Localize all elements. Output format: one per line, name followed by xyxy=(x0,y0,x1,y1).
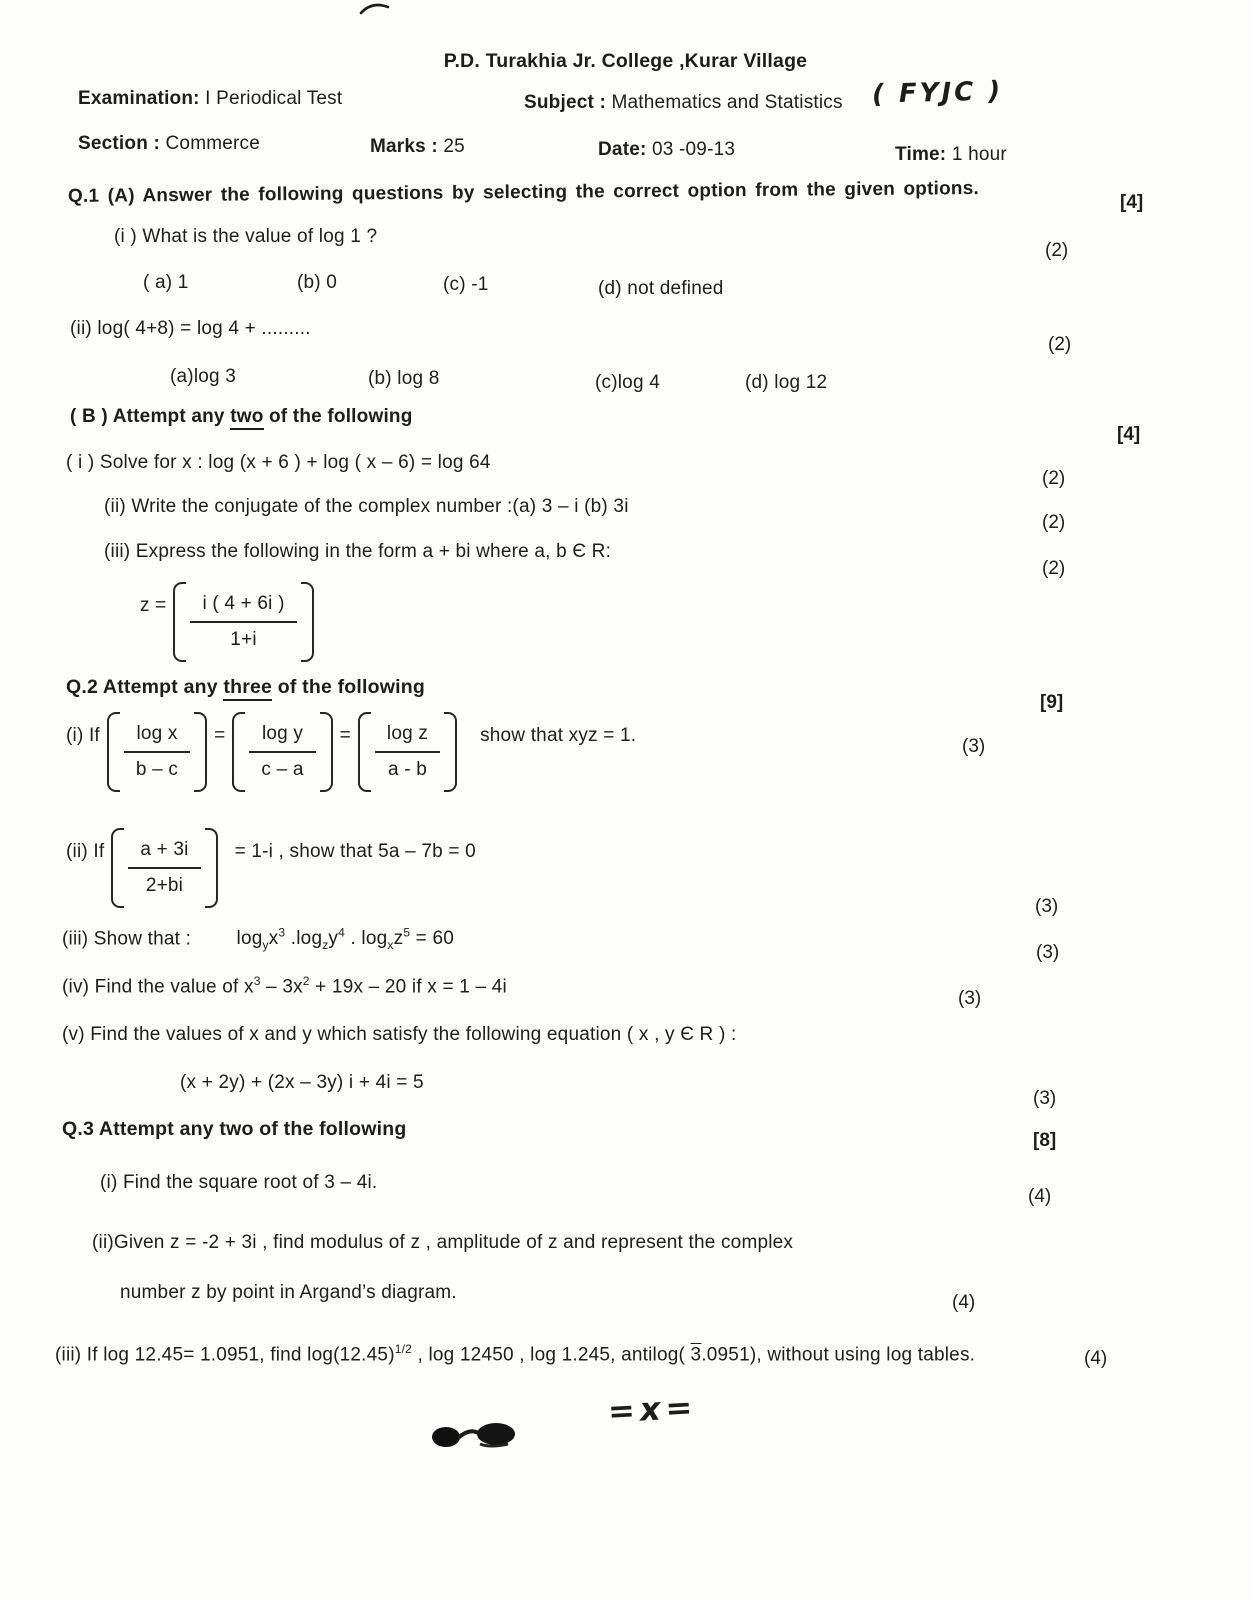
fraction-denominator: 2+bi xyxy=(128,867,200,899)
date-line xyxy=(598,139,735,161)
section-line xyxy=(78,133,260,155)
q1a-i-marks: (2) xyxy=(1045,240,1069,261)
fyjc-note: ( FYJC ) xyxy=(871,76,1004,110)
left-bracket xyxy=(111,828,124,908)
fraction-2 xyxy=(232,712,332,792)
q3-iii-marks: (4) xyxy=(1084,1348,1108,1369)
option-c: (c)log 4 xyxy=(595,372,660,393)
subject-value: Mathematics and Statistics xyxy=(606,92,843,113)
fraction-numerator: i ( 4 + 6i ) xyxy=(202,593,285,614)
q2-iii-label: (iii) Show that : xyxy=(62,928,192,950)
right-bracket xyxy=(320,712,333,792)
time-value: 1 hour xyxy=(946,144,1007,165)
q1a-i-question: (i ) What is the value of log 1 ? xyxy=(114,226,378,247)
ink-blob xyxy=(430,1418,525,1455)
q1b-heading xyxy=(70,406,413,428)
q1a-ii-question: (ii) log( 4+8) = log 4 + ......... xyxy=(70,318,311,339)
option-b: (b) 0 xyxy=(297,272,338,293)
fraction xyxy=(111,828,217,908)
examination-value: I Periodical Test xyxy=(199,88,343,109)
expression-prefix: z = xyxy=(140,595,167,616)
q2-iv-question: (iv) Find the value of $x^3 - 3x^2 + 19x - 20$ if x = 1 – 4i xyxy=(62,974,507,998)
q2-i-prefix: (i) If xyxy=(66,725,100,746)
equals-sign: = xyxy=(339,725,351,746)
q3-iii-question: (iii) If log 12.45= 1.0951, find $\log(12.45)^{1/2}$ , log 12450 , log 1.245, antilog( 3.0951), without using log tables. xyxy=(55,1342,976,1366)
q2-v-question-line1: (v) Find the values of x and y which satisfy the following equation ( x , y Є R ) : xyxy=(62,1024,737,1045)
date-label: Date: xyxy=(598,139,647,160)
fraction-numerator: log y xyxy=(261,723,304,744)
q2-v-marks: (3) xyxy=(1033,1088,1057,1109)
left-bracket xyxy=(173,582,186,662)
section-label: Section : xyxy=(78,133,161,154)
q2-ii-question xyxy=(66,828,476,908)
examination-label: Examination: xyxy=(78,88,200,109)
fraction-denominator: b – c xyxy=(124,751,190,783)
q2-ii-prefix: (ii) If xyxy=(66,841,105,862)
subject-line xyxy=(524,92,843,114)
marks-label: Marks : xyxy=(370,136,438,157)
q2-heading-pre: Q.2 Attempt any xyxy=(66,676,224,698)
q1b-ii-marks: (2) xyxy=(1042,512,1066,533)
q2-ii-marks: (3) xyxy=(1035,896,1059,917)
time-label: Time: xyxy=(895,144,947,165)
q1b-marks: [4] xyxy=(1117,424,1141,445)
section-value: Commerce xyxy=(160,133,261,154)
q3-heading: Q.3 Attempt any two of the following xyxy=(62,1118,407,1140)
equals-sign: = xyxy=(214,725,226,746)
q2-heading-underlined: three xyxy=(223,676,272,701)
date-value: 03 -09-13 xyxy=(646,139,736,160)
q1a-heading: Q.1 (A) Answer the following questions by selecting the correct option from the given options. xyxy=(67,178,980,207)
q1b-iii-marks: (2) xyxy=(1042,558,1066,579)
q3-ii-question-line1: (ii)Given z = -2 + 3i , find modulus of z , amplitude of z and represent the complex xyxy=(92,1232,794,1253)
right-bracket xyxy=(194,712,207,792)
q2-i-question xyxy=(66,712,636,792)
left-bracket xyxy=(107,712,120,792)
fraction-numerator: log x xyxy=(136,723,178,744)
q2-i-marks: (3) xyxy=(962,736,986,757)
fraction-1 xyxy=(107,712,207,792)
examination-line xyxy=(78,88,342,110)
q1b-iii-question: (iii) Express the following in the form a + bi where a, b Є R: xyxy=(104,541,612,562)
q2-v-question-line2: (x + 2y) + (2x – 3y) i + 4i = 5 xyxy=(180,1072,424,1093)
q2-heading xyxy=(66,676,425,699)
q1b-heading-post: of the following xyxy=(263,406,413,427)
q3-ii-question-line2: number z by point in Argand’s diagram. xyxy=(120,1282,457,1303)
marks-value: 25 xyxy=(437,136,465,157)
q2-iv-marks: (3) xyxy=(958,988,982,1009)
q1b-ii-question: (ii) Write the conjugate of the complex number :(a) 3 – i (b) 3i xyxy=(104,496,629,517)
q3-ii-marks: (4) xyxy=(952,1292,976,1313)
stray-pen-mark xyxy=(358,0,392,21)
q2-iii-expression: $\log_yx^3$ $.\log_zy^4$ . $\log_xz^5 = 60$ xyxy=(236,926,454,953)
q1b-heading-underlined: two xyxy=(230,406,263,430)
subject-label: Subject : xyxy=(524,92,607,113)
college-title: P.D. Turakhia Jr. College ,Kurar Village xyxy=(443,50,808,72)
subject-handwritten-note xyxy=(872,78,1003,108)
fraction-numerator: a + 3i xyxy=(140,839,189,860)
left-bracket xyxy=(232,712,245,792)
fraction-3 xyxy=(358,712,457,792)
bar-notation: 3 xyxy=(690,1344,702,1366)
option-b: (b) log 8 xyxy=(368,368,440,389)
q2-ii-suffix: = 1-i , show that 5a – 7b = 0 xyxy=(234,841,476,862)
q2-iii-question xyxy=(62,926,454,952)
right-bracket xyxy=(444,712,457,792)
q2-iii-marks: (3) xyxy=(1036,942,1060,963)
fraction-numerator: log z xyxy=(386,723,429,744)
option-d: (d) not defined xyxy=(598,278,724,299)
fraction xyxy=(173,582,313,662)
q2-marks: [9] xyxy=(1040,692,1064,713)
time-line xyxy=(895,144,1007,166)
q2-heading-post: of the following xyxy=(272,676,425,698)
q1b-i-marks: (2) xyxy=(1042,468,1066,489)
option-d: (d) log 12 xyxy=(745,372,828,393)
q1b-iii-expression xyxy=(140,582,321,662)
q3-i-marks: (4) xyxy=(1028,1186,1052,1207)
fraction-denominator: c – a xyxy=(249,751,315,783)
left-bracket xyxy=(358,712,371,792)
marks-line xyxy=(370,136,465,158)
q3-i-question: (i) Find the square root of 3 – 4i. xyxy=(100,1172,378,1193)
option-c: (c) -1 xyxy=(443,274,489,295)
option-a: ( a) 1 xyxy=(143,272,189,293)
q1b-i-question: ( i ) Solve for x : log (x + 6 ) + log ( x – 6) = log 64 xyxy=(66,452,491,473)
handwritten-end-scribble: =x= xyxy=(607,1387,699,1431)
fraction-denominator: 1+i xyxy=(190,621,296,653)
q3-marks: [8] xyxy=(1033,1130,1057,1151)
q1b-heading-pre: ( B ) Attempt any xyxy=(70,406,231,427)
right-bracket xyxy=(205,828,218,908)
q2-i-suffix: show that xyz = 1. xyxy=(480,725,637,746)
q1a-marks: [4] xyxy=(1120,192,1144,213)
q1a-ii-marks: (2) xyxy=(1048,334,1072,355)
fraction-denominator: a - b xyxy=(375,751,440,783)
option-a: (a)log 3 xyxy=(170,366,237,387)
right-bracket xyxy=(301,582,314,662)
